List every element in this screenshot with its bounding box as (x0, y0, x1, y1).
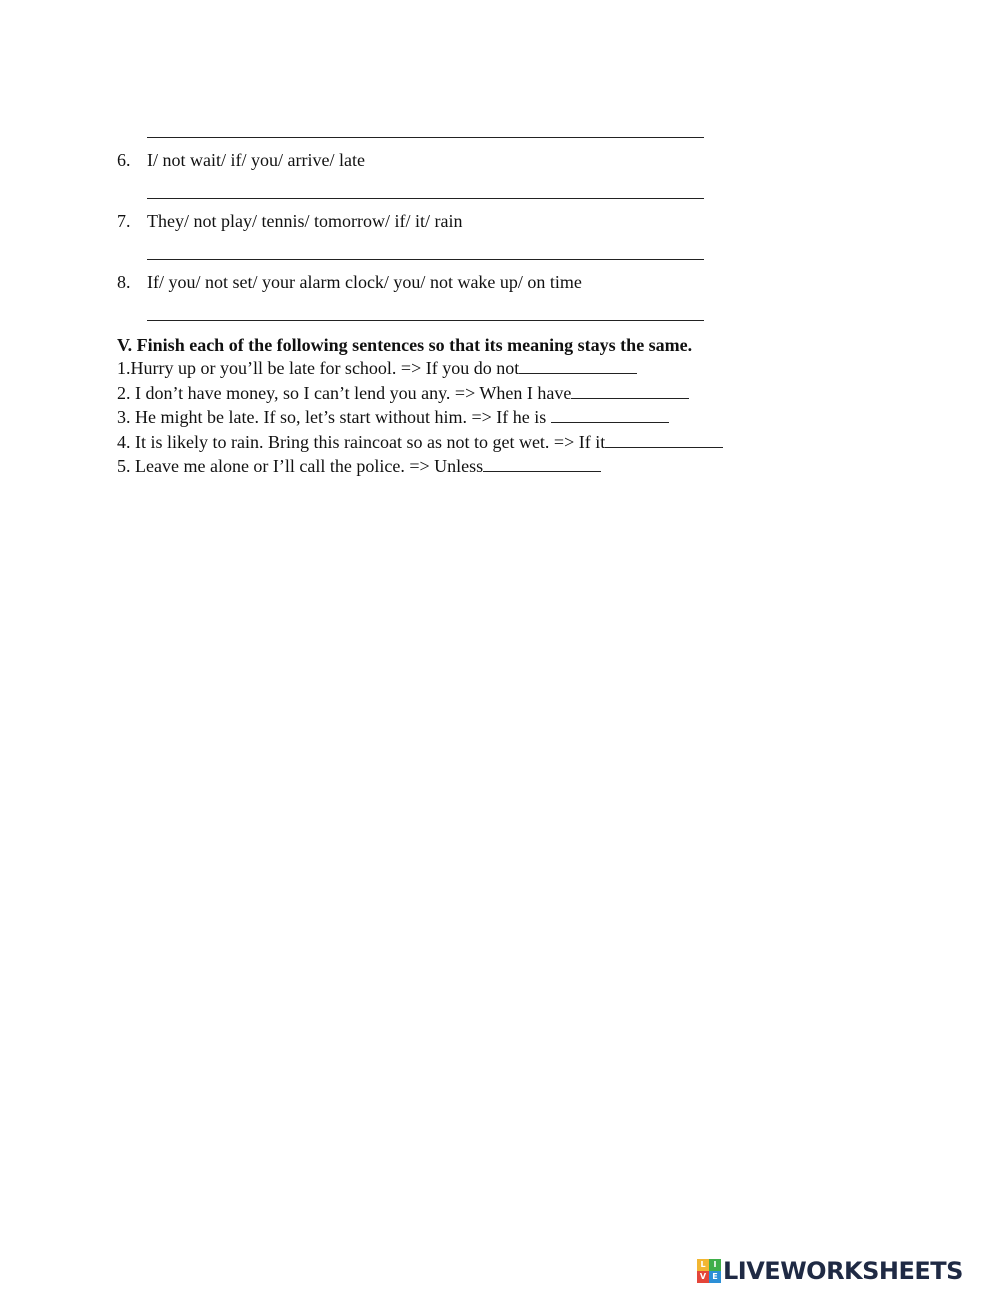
answer-blank-2[interactable] (571, 382, 689, 399)
item-text: If/ you/ not set/ your alarm clock/ you/ not wake up/ on time (147, 272, 582, 292)
exercise-item-6 (117, 149, 365, 171)
sentence-text: 2. I don’t have money, so I can’t lend you any. => When I have (117, 383, 572, 403)
answer-blank-1[interactable] (519, 357, 637, 374)
sentence-text: 1.Hurry up or you’ll be late for school. => If you do not (117, 358, 520, 378)
exercise-item-8 (117, 271, 582, 293)
item-text: They/ not play/ tennis/ tomorrow/ if/ it/ rain (147, 211, 463, 231)
liveworksheets-logo-icon (697, 1259, 721, 1283)
answer-line-7[interactable] (147, 259, 704, 260)
logo-mark-letter-v: V (697, 1271, 709, 1283)
answer-blank-5[interactable] (483, 455, 601, 472)
answer-line-5[interactable] (147, 137, 704, 138)
sentence-text: 4. It is likely to rain. Bring this raincoat so as not to get wet. => If it (117, 432, 606, 452)
item-text: I/ not wait/ if/ you/ arrive/ late (147, 150, 365, 170)
logo-text: LIVEWORKSHEETS (723, 1257, 963, 1285)
item-number: 8. (117, 272, 131, 292)
item-number: 7. (117, 211, 131, 231)
section-v-sentence-2 (117, 382, 689, 404)
section-v-sentence-5 (117, 455, 601, 477)
section-v-sentence-1 (117, 357, 637, 379)
liveworksheets-logo (697, 1256, 963, 1286)
answer-line-8[interactable] (147, 320, 704, 321)
sentence-text: 5. Leave me alone or I’ll call the police. => Unless (117, 456, 484, 476)
section-v-heading: V. Finish each of the following sentences so that its meaning stays the same. (117, 335, 693, 355)
exercise-item-7 (117, 210, 462, 232)
section-v-sentence-4 (117, 431, 723, 453)
answer-blank-4[interactable] (605, 431, 723, 448)
answer-line-6[interactable] (147, 198, 704, 199)
section-v-sentence-3 (117, 406, 669, 428)
item-number: 6. (117, 150, 131, 170)
answer-blank-3[interactable] (551, 406, 669, 423)
logo-mark-letter-e: E (709, 1271, 721, 1283)
logo-mark-letter-l: L (697, 1259, 709, 1271)
logo-mark-letter-i: I (709, 1259, 721, 1271)
sentence-text: 3. He might be late. If so, let’s start without him. => If he is (117, 407, 551, 427)
